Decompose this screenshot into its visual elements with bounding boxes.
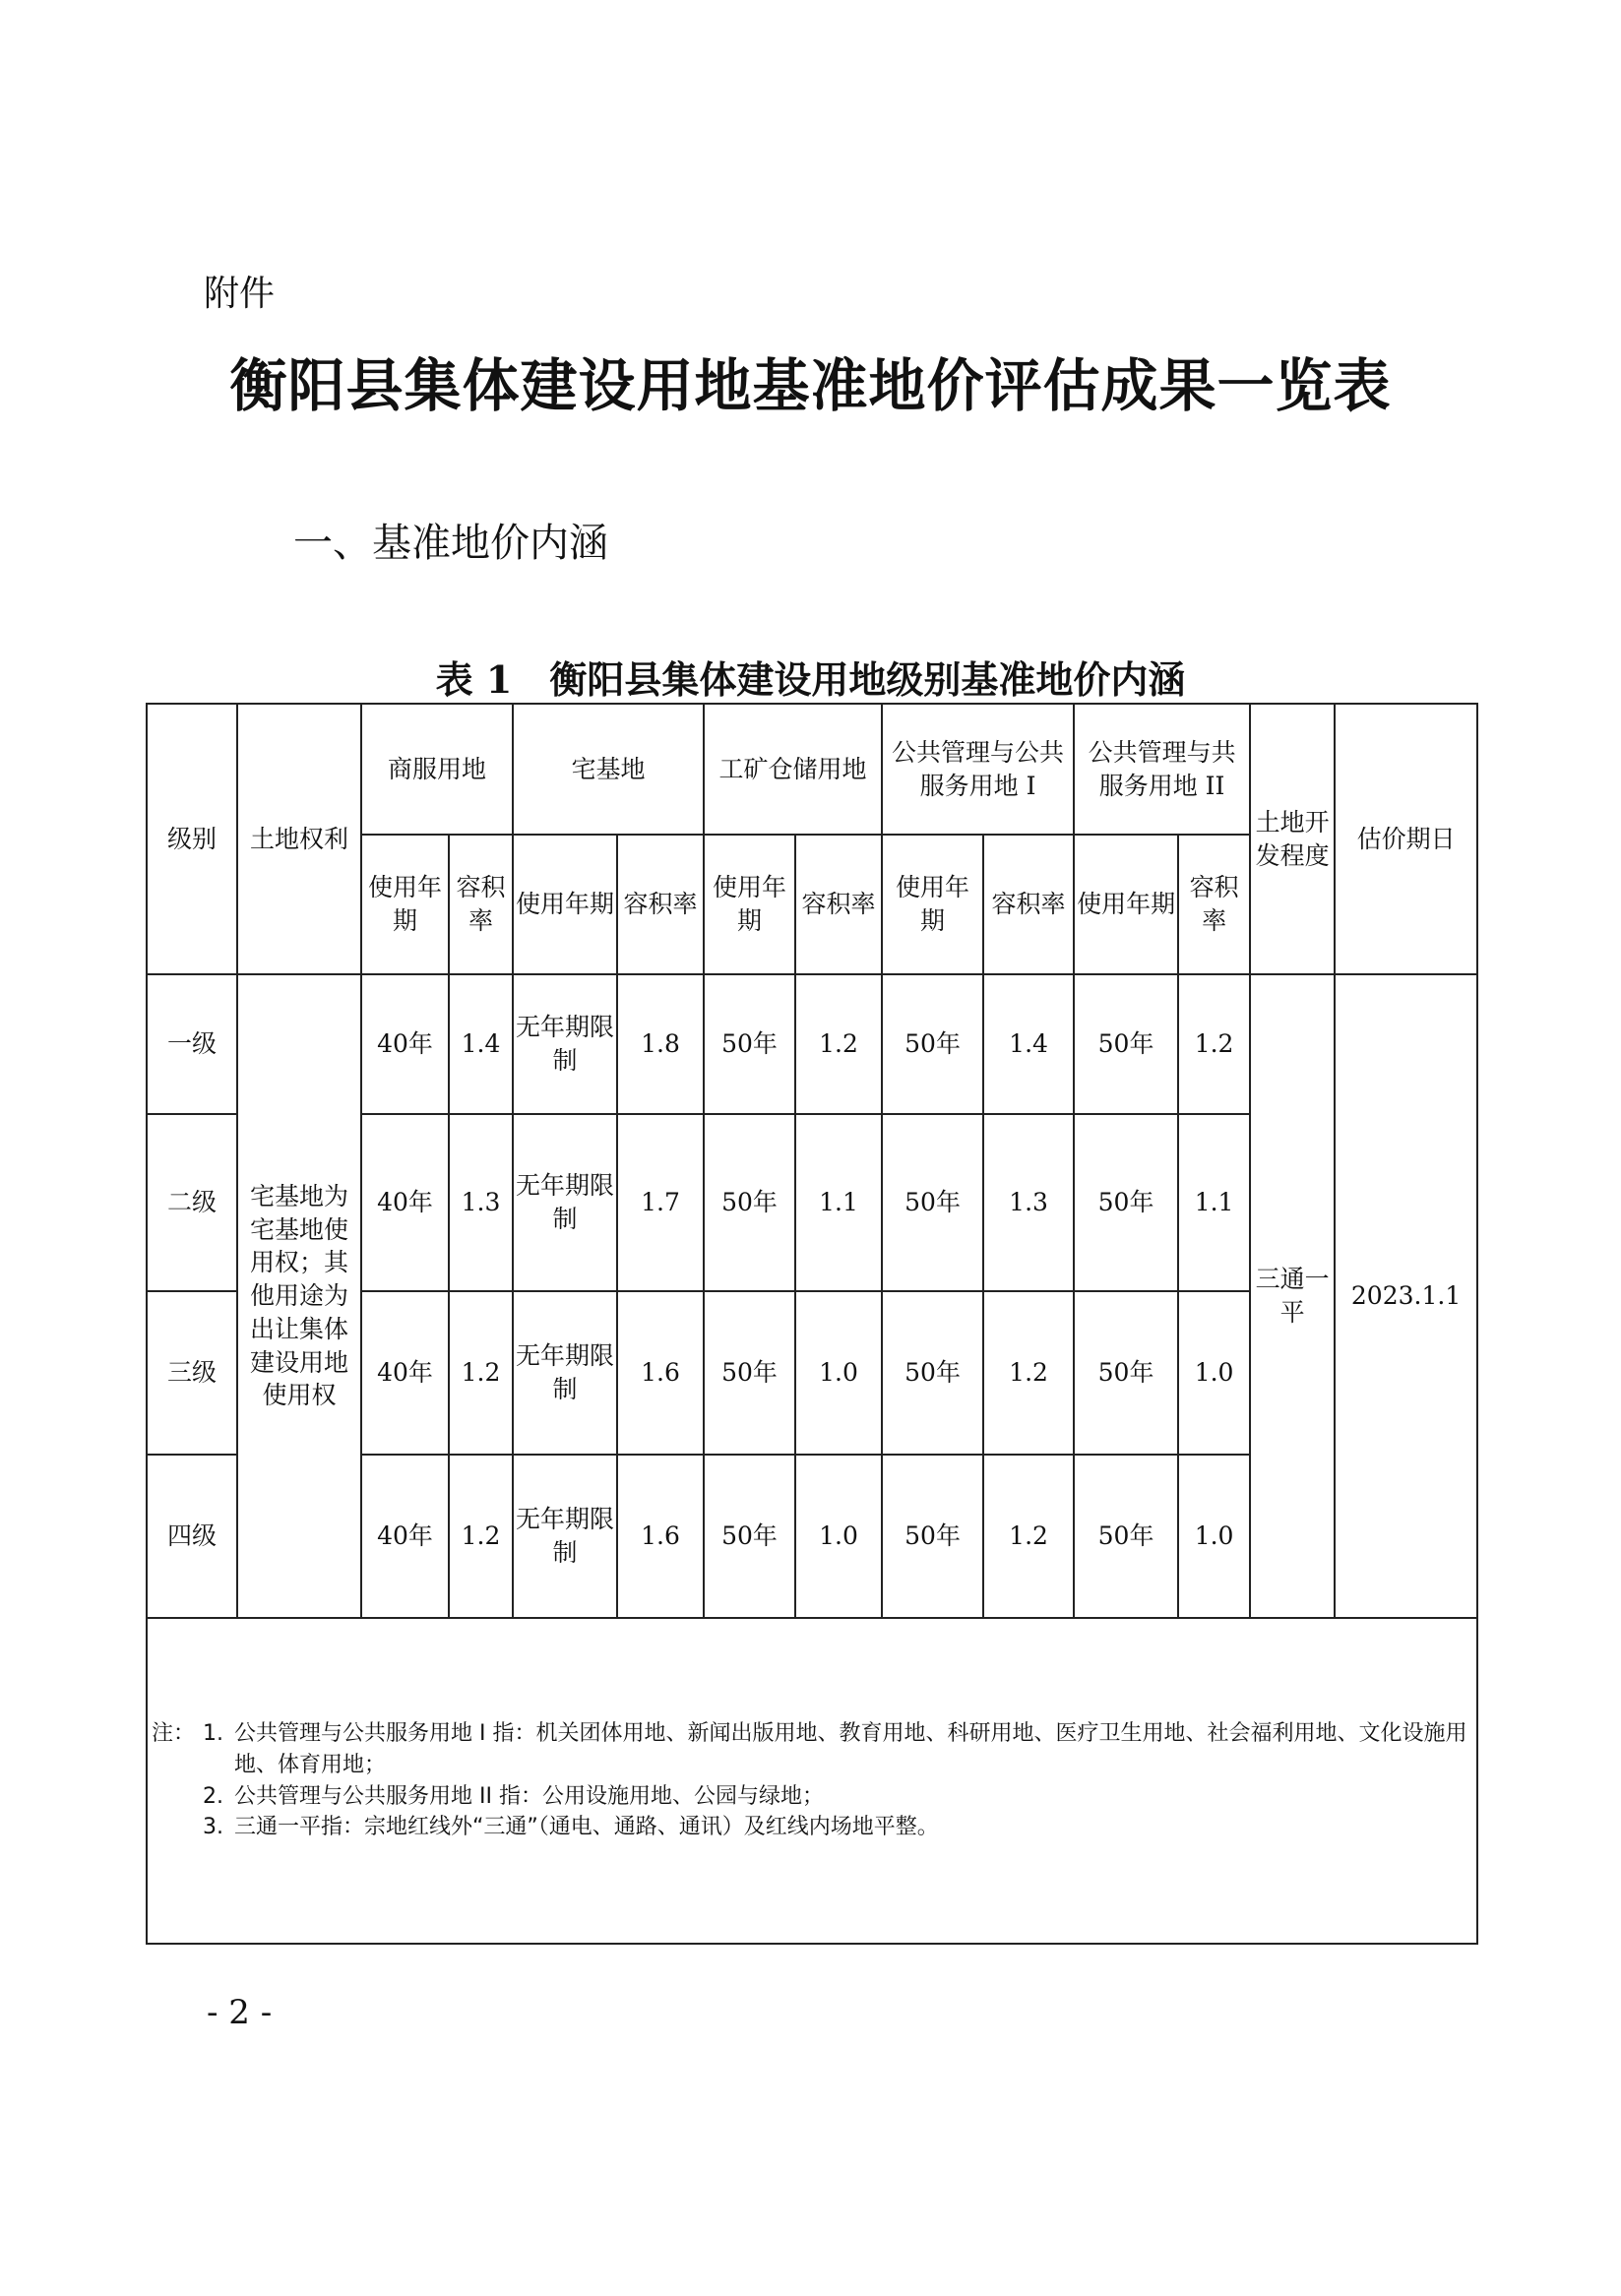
note-text: 公共管理与公共服务用地 II 指：公用设施用地、公园与绿地； — [234, 1783, 824, 1809]
note-number: 3. — [203, 1815, 223, 1840]
cell-public2-term: 50年 — [1074, 1114, 1178, 1291]
note-text: 三通一平指：宗地红线外“三通”（通电、通路、通讯）及红线内场地平整。 — [234, 1815, 939, 1840]
cell-public1-term: 50年 — [882, 974, 983, 1114]
cell-industrial-term: 50年 — [704, 1114, 795, 1291]
header-homestead: 宅基地 — [513, 704, 704, 835]
cell-industrial-term: 50年 — [704, 1291, 795, 1455]
cell-public2-far: 1.0 — [1178, 1455, 1250, 1618]
cell-public1-far: 1.4 — [983, 974, 1074, 1114]
cell-public1-far: 1.2 — [983, 1291, 1074, 1455]
cell-commercial-term: 40年 — [361, 1114, 449, 1291]
cell-public1-far: 1.2 — [983, 1455, 1074, 1618]
subheader-far: 容积率 — [449, 835, 513, 974]
cell-industrial-far: 1.0 — [795, 1291, 882, 1455]
subheader-far: 容积率 — [795, 835, 882, 974]
subheader-far: 容积率 — [983, 835, 1074, 974]
land-price-table — [146, 703, 1478, 1945]
header-development: 土地开发程度 — [1250, 704, 1335, 974]
cell-homestead-term: 无年期限制 — [513, 974, 617, 1114]
cell-public2-far: 1.2 — [1178, 974, 1250, 1114]
header-valuation-date: 估价期日 — [1335, 704, 1477, 974]
cell-homestead-far: 1.6 — [617, 1455, 704, 1618]
cell-public1-term: 50年 — [882, 1455, 983, 1618]
subheader-use-term: 使用年期 — [1074, 835, 1178, 974]
note-prefix: 注： — [152, 1720, 196, 1746]
cell-public1-far: 1.3 — [983, 1114, 1074, 1291]
cell-public2-term: 50年 — [1074, 974, 1178, 1114]
cell-public2-term: 50年 — [1074, 1455, 1178, 1618]
cell-valuation-date: 2023.1.1 — [1335, 974, 1477, 1618]
page-number: - 2 - — [207, 1993, 273, 2032]
subheader-use-term: 使用年期 — [704, 835, 795, 974]
cell-level: 四级 — [147, 1455, 237, 1618]
cell-homestead-far: 1.7 — [617, 1114, 704, 1291]
cell-homestead-far: 1.8 — [617, 974, 704, 1114]
cell-public2-far: 1.0 — [1178, 1291, 1250, 1455]
header-land-rights: 土地权利 — [237, 704, 361, 974]
subheader-use-term: 使用年期 — [882, 835, 983, 974]
cell-homestead-term: 无年期限制 — [513, 1291, 617, 1455]
cell-industrial-far: 1.2 — [795, 974, 882, 1114]
subheader-use-term: 使用年期 — [361, 835, 449, 974]
table-notes — [148, 1718, 1476, 1844]
note-text: 公共管理与公共服务用地 I 指：机关团体用地、新闻出版用地、教育用地、科研用地、医疗卫生用地、社会福利用地、文化设施用地、体育用地； — [234, 1720, 1467, 1777]
cell-commercial-far: 1.2 — [449, 1455, 513, 1618]
cell-commercial-far: 1.4 — [449, 974, 513, 1114]
notes-cell — [147, 1618, 1477, 1944]
subheader-use-term: 使用年期 — [513, 835, 617, 974]
note-item — [152, 1812, 1470, 1843]
cell-homestead-term: 无年期限制 — [513, 1455, 617, 1618]
header-commercial: 商服用地 — [361, 704, 513, 835]
table-row — [147, 974, 1477, 1114]
cell-public1-term: 50年 — [882, 1114, 983, 1291]
cell-commercial-far: 1.2 — [449, 1291, 513, 1455]
cell-homestead-far: 1.6 — [617, 1291, 704, 1455]
cell-public2-term: 50年 — [1074, 1291, 1178, 1455]
document-title: 衡阳县集体建设用地基准地价评估成果一览表 — [229, 352, 1392, 419]
cell-industrial-term: 50年 — [704, 1455, 795, 1618]
cell-commercial-term: 40年 — [361, 974, 449, 1114]
cell-land-rights: 宅基地为宅基地使用权；其他用途为出让集体建设用地使用权 — [237, 974, 361, 1618]
cell-commercial-term: 40年 — [361, 1291, 449, 1455]
header-industrial: 工矿仓储用地 — [704, 704, 882, 835]
cell-development: 三通一平 — [1250, 974, 1335, 1618]
cell-industrial-term: 50年 — [704, 974, 795, 1114]
cell-industrial-far: 1.1 — [795, 1114, 882, 1291]
cell-public1-term: 50年 — [882, 1291, 983, 1455]
cell-commercial-far: 1.3 — [449, 1114, 513, 1291]
header-level: 级别 — [147, 704, 237, 974]
table-caption: 表 1 衡阳县集体建设用地级别基准地价内涵 — [435, 657, 1186, 702]
cell-commercial-term: 40年 — [361, 1455, 449, 1618]
header-public-service-1: 公共管理与公共服务用地 I — [882, 704, 1074, 835]
cell-industrial-far: 1.0 — [795, 1455, 882, 1618]
cell-public2-far: 1.1 — [1178, 1114, 1250, 1291]
header-public-service-2: 公共管理与共服务用地 II — [1074, 704, 1250, 835]
section-title: 一、基准地价内涵 — [293, 521, 608, 566]
note-item — [152, 1718, 1470, 1781]
subheader-far: 容积率 — [1178, 835, 1250, 974]
note-number: 2. — [203, 1783, 223, 1809]
note-number: 1. — [203, 1720, 223, 1746]
cell-level: 一级 — [147, 974, 237, 1114]
annex-label: 附件 — [204, 274, 276, 314]
cell-level: 三级 — [147, 1291, 237, 1455]
cell-homestead-term: 无年期限制 — [513, 1114, 617, 1291]
cell-level: 二级 — [147, 1114, 237, 1291]
subheader-far: 容积率 — [617, 835, 704, 974]
note-item — [152, 1781, 1470, 1813]
